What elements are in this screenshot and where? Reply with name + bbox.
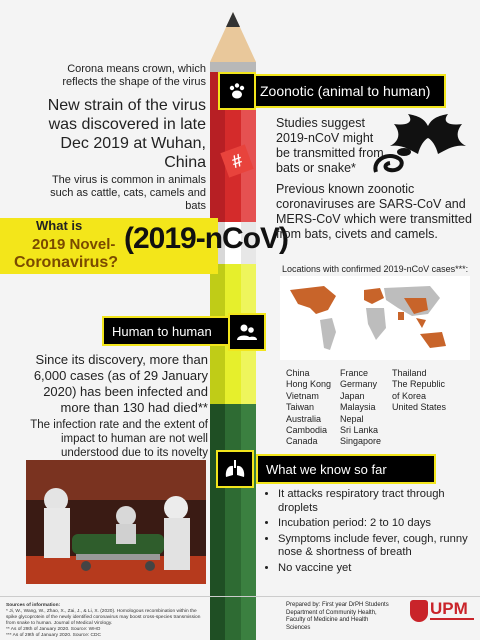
zoonotic-heading: Zoonotic (animal to human) — [260, 83, 431, 99]
known-heading: What we know so far — [266, 461, 387, 477]
human-cases: Since its discovery, more than 6,000 cases (as of 29 January 2020) has been infected and more than 130 had died** — [33, 352, 208, 415]
country-item: Taiwan — [286, 402, 315, 413]
countries-col3 — [392, 368, 446, 414]
new-strain-text: New strain of the virus was discovered in late Dec 2019 at Wuhan, China — [47, 97, 206, 171]
human-rate: The infection rate and the extent of impact to human are not well understood due to its novelty — [30, 419, 208, 459]
country-item: Germany — [340, 379, 378, 390]
human-heading: Human to human — [112, 323, 212, 339]
prepared-line: Department of Community Health, — [286, 609, 377, 616]
country-item: France — [340, 368, 369, 378]
hashtag-icon: # — [228, 149, 245, 172]
country-item: Thailand — [392, 368, 427, 378]
upm-crest-icon — [410, 600, 428, 622]
known-list — [264, 488, 476, 577]
zoonotic-previous: Previous known zoonotic coronaviruses are SARS-CoV and MERS-CoV which were transmitted from bats, civets and camels. — [276, 182, 472, 241]
world-map — [280, 276, 470, 360]
country-item: China — [286, 368, 310, 378]
country-item: Sri Lanka — [340, 425, 379, 436]
upm-logo — [430, 600, 476, 624]
zoonotic-icon-badge — [218, 72, 256, 110]
country-item: United States — [392, 402, 447, 413]
zoonotic-banner — [250, 74, 446, 108]
title-novel: 2019 Novel- — [32, 236, 116, 253]
country-item: of Korea — [392, 390, 427, 401]
sources — [6, 603, 202, 639]
source-item: * Ji, W., Wang, W., Zhao, X., Zai, J., & Li, X. (2020). Homologous recombination within the spike glycoprotein of the newly identified coronavirus may boost cross-species transmission from snake to human. Journal of Medical Virology. — [6, 609, 201, 626]
upm-logo-text: UPM — [430, 599, 468, 618]
prepared-line: Prepared by: First year DrPH Students — [286, 602, 389, 608]
people-icon — [236, 322, 258, 342]
source-item: ** As of 29th of January 2020. Source: WHO — [6, 627, 101, 632]
prepared-line: Faculty of Medicine and Health — [286, 617, 369, 623]
known-icon-badge — [216, 450, 254, 488]
prepared-by — [286, 602, 406, 632]
photo-medics — [26, 460, 206, 584]
country-item: The Republic — [392, 379, 446, 390]
common-animals-text: The virus is common in animals such as cattle, cats, camels and bats — [50, 174, 206, 212]
known-item: • Incubation period: 2 to 10 days — [278, 517, 476, 531]
known-item: • Symptoms include fever, cough, runny nose & shortness of breath — [278, 533, 476, 560]
country-item: Japan — [340, 390, 365, 401]
countries-col1 — [286, 368, 331, 448]
source-item: *** As of 29th of January 2020. Source: CDC — [6, 633, 101, 638]
title-coronavirus: Coronavirus? — [14, 254, 119, 271]
crown-text: Corona means crown, which reflects the shape of the virus — [62, 63, 206, 88]
country-item: Australia — [286, 413, 322, 424]
title-ncov: (2019-nCoV) — [124, 222, 289, 255]
paw-icon — [227, 81, 247, 101]
country-item: Canada — [286, 436, 318, 447]
zoonotic-studies: Studies suggest 2019-nCoV might be transmitted from bats or snake* — [276, 116, 384, 175]
country-item: Cambodia — [286, 425, 328, 436]
sources-title: Sources of information: — [6, 603, 61, 608]
footer-divider — [0, 596, 480, 597]
countries-col2 — [340, 368, 381, 448]
human-banner — [102, 316, 232, 346]
country-item: Hong Kong — [286, 379, 332, 390]
known-item: • It attacks respiratory tract through droplets — [278, 488, 476, 515]
map-caption: Locations with confirmed 2019-nCoV cases***: — [282, 264, 469, 274]
country-item: Singapore — [340, 436, 382, 447]
prepared-line: Sciences — [286, 624, 311, 631]
title-what-is: What is — [36, 218, 83, 233]
known-banner — [256, 454, 436, 484]
lungs-icon — [224, 459, 246, 479]
country-item: Nepal — [340, 413, 364, 424]
country-item: Vietnam — [286, 390, 319, 401]
country-item: Malaysia — [340, 402, 376, 413]
known-item: • No vaccine yet — [278, 562, 476, 576]
human-icon-badge — [228, 313, 266, 351]
snake-icon — [370, 142, 414, 180]
